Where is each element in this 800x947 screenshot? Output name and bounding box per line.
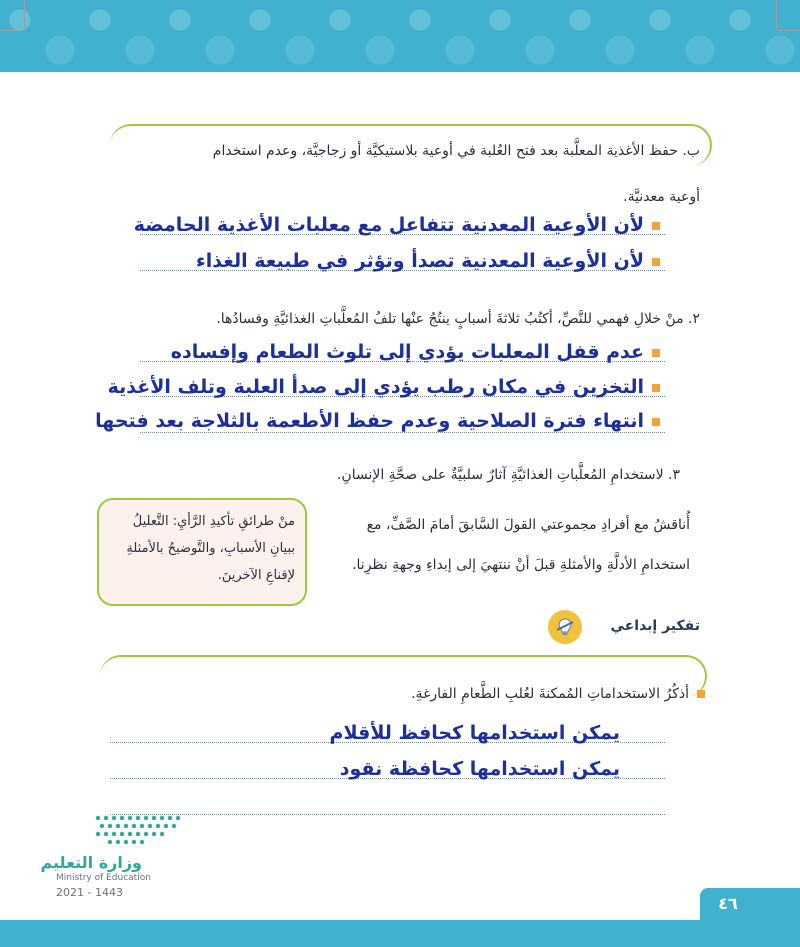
bullet-icon	[652, 258, 660, 266]
header-band	[0, 0, 800, 72]
bullet-icon	[697, 690, 705, 698]
ministry-english-name: Ministry of Education	[56, 873, 151, 883]
question-3-instruction-line2: استخدامِ الأدلَّةِ والأمثلةِ قبلَ أنْ ننتهيَ إلى إبداءِ وجهةِ نظرِنا.	[352, 557, 690, 573]
ministry-years: 2021 - 1443	[56, 886, 123, 899]
creative-thinking-title: تفكير إبداعي	[610, 618, 700, 634]
section-b-answer-2: لأن الأوعية المعدنية تصدأ وتؤثر في طبيعة الغذاء	[196, 244, 660, 274]
bullet-icon	[652, 349, 660, 357]
ministry-arabic-name: وزارة التعليم	[40, 853, 142, 872]
question-3-instruction-line1: أُناقشُ مع أفرادِ مجموعتي القولَ السَّابقَ أمامَ الصَّفِّ، مع	[366, 517, 690, 533]
crop-mark	[0, 30, 22, 31]
tip-box	[97, 498, 307, 606]
tip-line-1: منْ طرائقِ تأكيدِ الرَّأيِ: التَّعليلُ	[132, 514, 295, 529]
bullet-icon	[652, 222, 660, 230]
question-2-answer-2: التخزين في مكان رطب يؤدي إلى صدأ العلبة وتلف الأغذية	[108, 370, 660, 400]
tip-line-3: لإقناعِ الآخرينَ.	[217, 568, 295, 583]
crop-mark	[778, 30, 800, 31]
creative-prompt: أذكُرُ الاستخداماتِ المُمكنةَ لعُلبِ الطَّعامِ الفارغةِ.	[360, 683, 705, 705]
page-number: ٤٦	[718, 894, 738, 913]
answer-line	[110, 814, 665, 815]
bullet-icon	[652, 418, 660, 426]
creative-answer-1: يمكن استخدامها كحافظ للأقلام	[329, 722, 620, 744]
footer-band	[0, 920, 800, 947]
creative-answer-2: يمكن استخدامها كحافظة نقود	[339, 758, 620, 780]
question-3-text: ٣. لاستخدامِ المُعلَّباتِ الغذائيَّةِ آثارٌ سلبيَّةٌ على صحَّةِ الإنسانِ.	[336, 467, 680, 483]
lightbulb-icon	[548, 610, 582, 644]
tip-line-2: ببيانِ الأسبابِ، والتَّوضيحُ بالأمثلةِ	[126, 541, 295, 556]
bullet-icon	[652, 384, 660, 392]
crop-mark	[776, 0, 777, 30]
question-2-text: ٢. منْ خلالِ فهمي للنَّصِّ، أكتُبُ ثلاثةَ أسبابٍ ينتُجُ عنْها تلفُ المُعلَّباتِ الغذائيَّةِ وفسادُها.	[216, 311, 700, 327]
crop-mark	[24, 0, 25, 30]
section-b-question-line1: ب. حفظ الأغذية المعلَّبة بعد فتح العُلبة في أوعية بلاستيكيَّة أو زجاجيَّة، وعدم استخدام	[212, 143, 700, 159]
section-b-answer-1: لأن الأوعية المعدنية تتفاعل مع معلبات الأغذية الحامضة	[134, 208, 660, 238]
section-b-question-line2: أوعية معدنيَّة.	[623, 189, 700, 205]
ministry-logo-icon	[92, 812, 188, 848]
question-2-answer-3: انتهاء فترة الصلاحية وعدم حفظ الأطعمة بالثلاجة بعد فتحها	[95, 404, 660, 434]
question-2-answer-1: عدم قفل المعلبات يؤدي إلى تلوث الطعام وإفساده	[171, 335, 660, 365]
